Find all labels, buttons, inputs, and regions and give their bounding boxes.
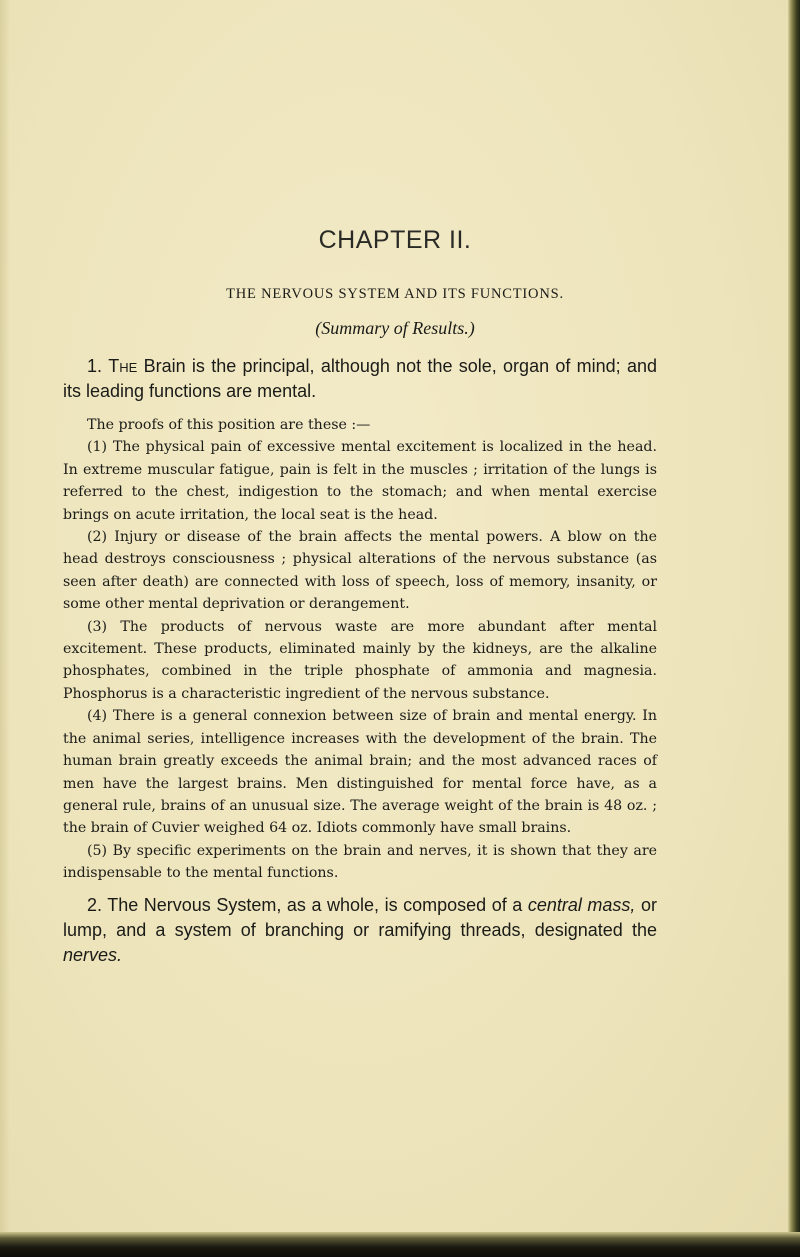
paragraph-1-lead: The xyxy=(108,356,138,376)
proof-4: (4) There is a general connexion between size of brain and mental energy. In the animal series, intelligence increases with the development of the brain. The human brain greatly exceeds the animal brain; and the most advanced races of men have the largest brains. Men distinguished for mental force have, as a general rule, brains of an unusual size. The average weight of the brain is 48 oz. ; the brain of Cuvier weighed 64 oz. Idiots commonly have small brains. xyxy=(63,708,657,837)
book-edge-right xyxy=(788,0,800,1257)
proof-3: (3) The products of nervous waste are more abundant after mental excitement. These products, eliminated mainly by the kidneys, are the alkaline phosphates, combined in the triple phosphate of ammonia and magnesia. Phosphorus is a characteristic ingredient of the nervous substance. xyxy=(63,618,657,702)
section-subtitle: (Summary of Results.) xyxy=(315,318,475,338)
paragraph-1-number: 1. xyxy=(87,356,103,376)
page-gutter-shadow xyxy=(0,0,10,1235)
paragraph-2-italic-1: central mass, xyxy=(527,894,636,915)
section-heading: THE NERVOUS SYSTEM AND ITS FUNCTIONS. xyxy=(226,286,564,302)
paragraph-2-italic-2: nerves. xyxy=(63,944,123,965)
proof-1: (1) The physical pain of excessive mental excitement is localized in the head. In extreme muscular fatigue, pain is felt in the muscles ; irritation of the lungs is referred to the chest, indigestion to the stomach; and when mental exercise brings on acute irritation, the local seat is the head. xyxy=(63,439,657,523)
proofs-intro: The proofs of this position are these :— xyxy=(87,417,371,433)
proof-2: (2) Injury or disease of the brain affects the mental powers. A blow on the head destroys consciousness ; physical alterations of the nervous substance (as seen after death) are connected with loss of speech, loss of memory, insanity, or some other mental deprivation or derangement. xyxy=(63,529,657,613)
paragraph-2-mid: or lump, and a system of branching or ramifying threads, designated the xyxy=(63,894,657,940)
paragraph-2 xyxy=(63,893,657,968)
chapter-heading: CHAPTER II. xyxy=(318,226,472,254)
book-edge-bottom xyxy=(0,1232,800,1257)
body-text xyxy=(63,354,657,978)
paragraph-1-text: Brain is the principal, although not the sole, organ of mind; and its leading functions are mental. xyxy=(63,356,657,401)
proof-5: (5) By specific experiments on the brain and nerves, it is shown that they are indispensable to the mental functions. xyxy=(63,842,657,882)
paragraph-1 xyxy=(63,354,657,404)
paragraph-2-pre: 2. The Nervous System, as a whole, is composed of a xyxy=(87,894,523,915)
